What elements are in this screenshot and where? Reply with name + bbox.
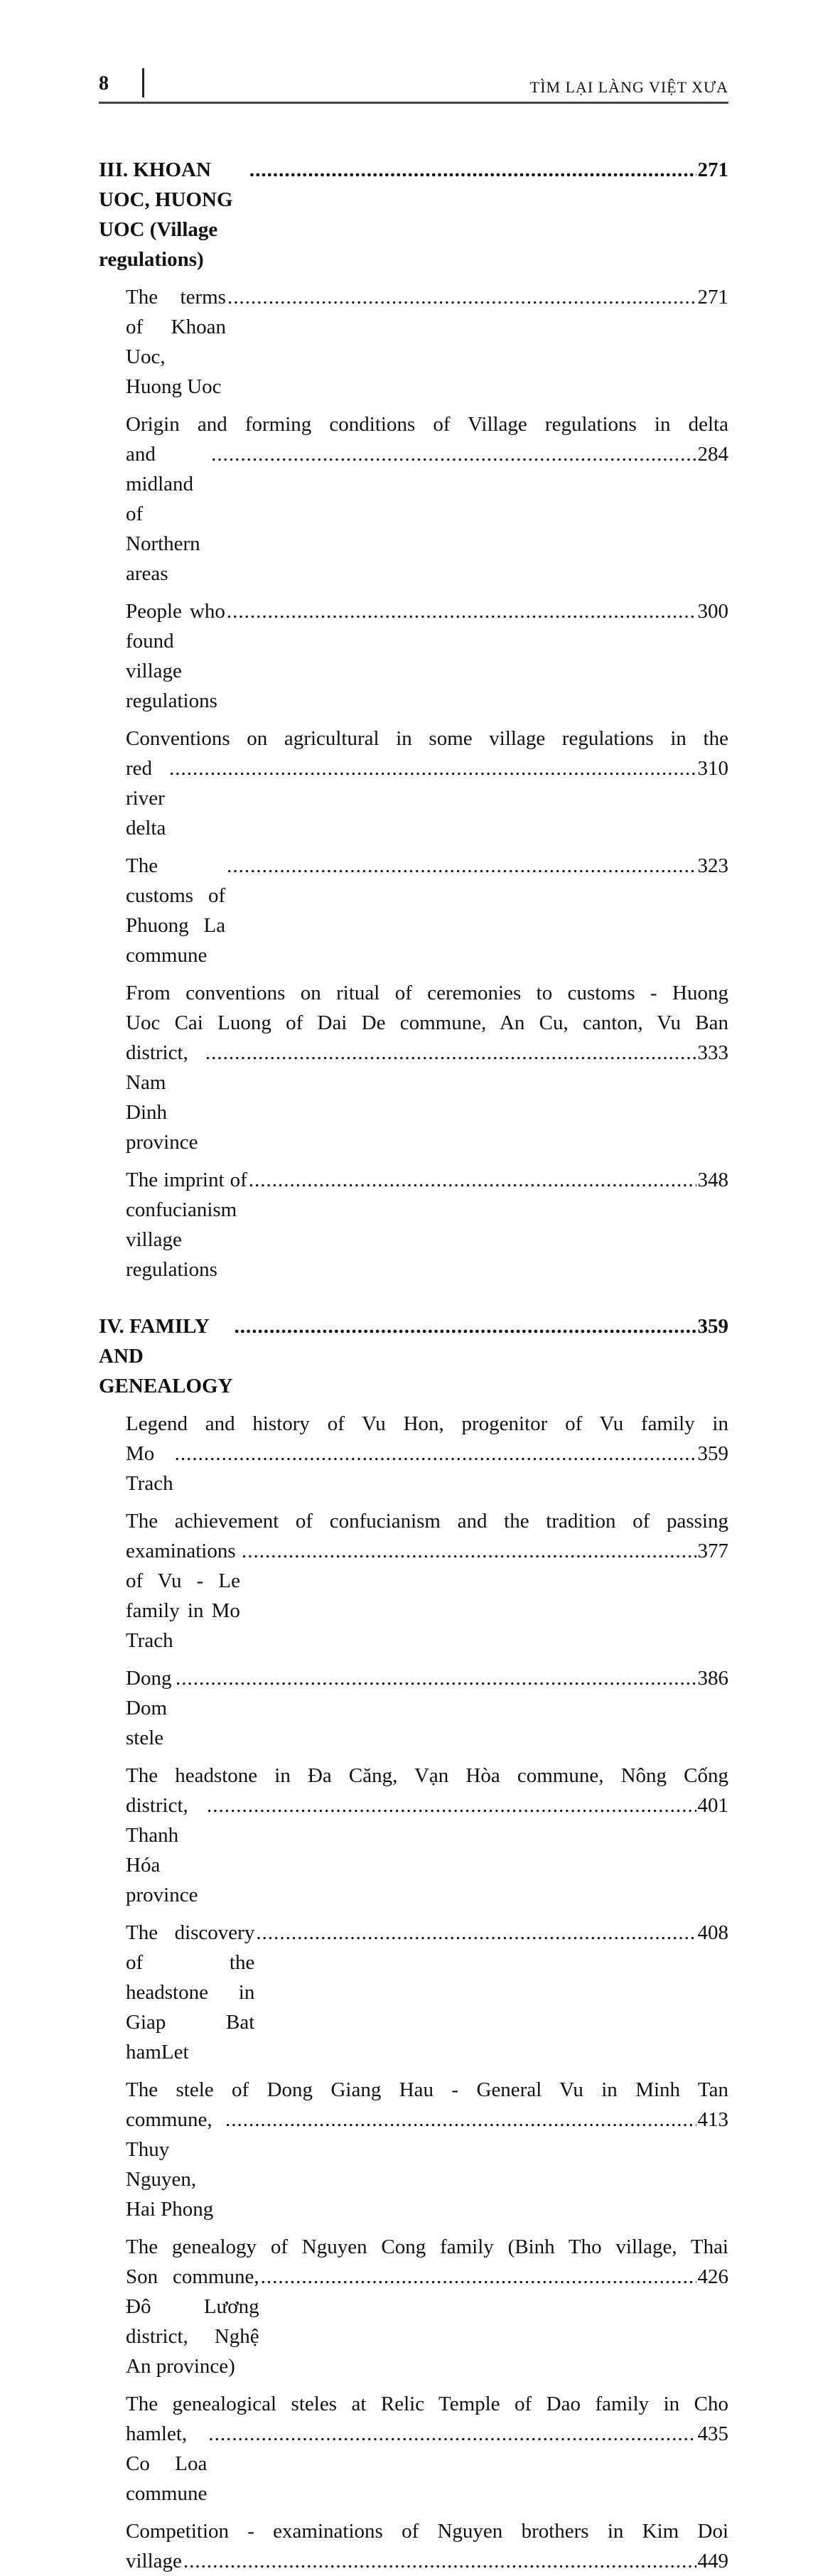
section-title: III. KHOAN UOC, HUONG UOC (Village regulations) — [99, 159, 233, 271]
entry-line: Uoc Cai Luong of Dai De commune, An Cu, canton, Vu Ban — [126, 1011, 728, 1034]
entry-title: commune, Thuy Nguyen, Hai Phong — [126, 2108, 214, 2221]
toc-entry — [99, 851, 728, 970]
dot-leader — [256, 1918, 696, 1948]
dot-leader — [211, 439, 696, 469]
dot-leader — [227, 282, 696, 312]
entry-page-ref: 348 — [697, 1169, 728, 1191]
entry-title: The terms of Khoan Uoc, Huong Uoc — [126, 286, 226, 398]
dot-leader — [183, 2546, 696, 2576]
entry-last-line — [126, 2105, 728, 2224]
entry-last-line — [126, 1038, 728, 1157]
toc-entry — [99, 2389, 728, 2508]
section-page-ref: 271 — [697, 159, 728, 181]
entry-title: Dong Dom stele — [126, 1667, 172, 1749]
entry-title: Son commune, Đô Lương district, Nghệ An province) — [126, 2265, 259, 2378]
entry-title: red river delta — [126, 757, 166, 839]
entry-line: The genealogy of Nguyen Cong family (Binh Tho village, Thai — [126, 2236, 728, 2258]
dot-leader — [261, 2262, 696, 2292]
entry-page-ref: 426 — [697, 2265, 728, 2288]
entry-title: district, Nam Dinh province — [126, 1041, 198, 1154]
entry-title: and midland of Northern areas — [126, 443, 200, 585]
entry-line: Competition - examinations of Nguyen brothers in Kim Doi — [126, 2520, 728, 2543]
entry-page-ref: 408 — [697, 1921, 728, 1944]
entry-title: Mo Trach — [126, 1442, 173, 1495]
entry-page-ref: 323 — [697, 854, 728, 877]
entry-page-ref: 386 — [697, 1667, 728, 1690]
toc-entry — [99, 978, 728, 1157]
header-rule — [99, 102, 728, 104]
entry-page-ref: 271 — [697, 286, 728, 308]
entry-page-ref: 377 — [697, 1540, 728, 1562]
entry-last-line — [126, 2262, 728, 2381]
entry-last-line — [126, 753, 728, 843]
entry-page-ref: 449 — [697, 2550, 728, 2572]
section-page-ref: 359 — [697, 1315, 728, 1338]
dot-leader — [208, 2419, 696, 2449]
toc-entry — [99, 1918, 728, 2067]
entry-line: The genealogical steles at Relic Temple of Dao family in Cho — [126, 2393, 728, 2415]
entry-page-ref: 310 — [697, 757, 728, 780]
toc-entry — [99, 409, 728, 589]
dot-leader — [235, 1311, 696, 1341]
header-divider — [142, 68, 144, 97]
entry-last-line — [126, 1536, 728, 1655]
entry-page-ref: 300 — [697, 600, 728, 623]
running-title: TÌM LẠI LÀNG VIỆT XƯA — [529, 78, 728, 96]
entry-line: The achievement of confucianism and the tradition of passing — [126, 1510, 728, 1533]
dot-leader — [205, 1038, 696, 1068]
table-of-contents — [99, 155, 728, 2576]
entry-page-ref: 401 — [697, 1794, 728, 1817]
toc-entry — [99, 1165, 728, 1284]
toc-entry — [99, 2075, 728, 2224]
entry-last-line — [126, 439, 728, 589]
page-number: 8 — [99, 73, 109, 95]
entry-line: The headstone in Đa Căng, Vạn Hòa commune, Nông Cống — [126, 1764, 728, 1787]
entry-page-ref: 413 — [697, 2108, 728, 2131]
toc-section — [99, 1311, 728, 2576]
dot-leader — [169, 753, 696, 783]
dot-leader — [249, 155, 696, 185]
dot-leader — [207, 1791, 696, 1820]
toc-section — [99, 155, 728, 1284]
toc-entry — [99, 2516, 728, 2576]
toc-entry — [99, 1506, 728, 1655]
toc-entry — [99, 1761, 728, 1910]
entry-line: Origin and forming conditions of Village regulations in delta — [126, 413, 728, 436]
dot-leader — [227, 851, 696, 881]
toc-entry — [99, 1663, 728, 1753]
entry-last-line — [126, 1439, 728, 1498]
toc-entry — [99, 1409, 728, 1498]
section-heading — [99, 155, 728, 274]
dot-leader — [227, 596, 696, 626]
page-header — [99, 68, 728, 104]
entry-last-line — [126, 1791, 728, 1910]
entry-page-ref: 284 — [697, 443, 728, 466]
section-heading — [99, 1311, 728, 1401]
dot-leader — [225, 2105, 696, 2135]
toc-entry — [99, 2232, 728, 2381]
dot-leader — [176, 1663, 696, 1693]
entry-title: district, Thanh Hóa province — [126, 1794, 198, 1906]
section-title: IV. FAMILY AND GENEALOGY — [99, 1315, 233, 1397]
toc-entry — [99, 724, 728, 843]
entry-title: village — [126, 2550, 182, 2572]
toc-entry — [99, 282, 728, 402]
entry-line: Conventions on agricultural in some village regulations in the — [126, 727, 728, 750]
entry-last-line — [126, 2546, 728, 2576]
entry-last-line — [126, 2419, 728, 2508]
entry-title: examinations of Vu - Le family in Mo Trach — [126, 1540, 240, 1652]
dot-leader — [175, 1439, 696, 1469]
toc-entry — [99, 596, 728, 716]
dot-leader — [242, 1536, 696, 1566]
entry-title: The imprint of confucianism village regulations — [126, 1169, 247, 1281]
entry-line: Legend and history of Vu Hon, progenitor of Vu family in — [126, 1412, 728, 1435]
entry-title: People who found village regulations — [126, 600, 225, 712]
entry-page-ref: 359 — [697, 1442, 728, 1465]
entry-line: From conventions on ritual of ceremonies to customs - Huong — [126, 982, 728, 1004]
entry-title: hamlet, Co Loa commune — [126, 2422, 208, 2505]
entry-title: The discovery of the headstone in Giap Bat hamLet — [126, 1921, 255, 2064]
entry-page-ref: 435 — [697, 2422, 728, 2445]
entry-line: The stele of Dong Giang Hau - General Vu in Minh Tan — [126, 2078, 728, 2101]
entry-page-ref: 333 — [697, 1041, 728, 1064]
dot-leader — [249, 1165, 696, 1195]
entry-title: The customs of Phuong La commune — [126, 854, 226, 967]
